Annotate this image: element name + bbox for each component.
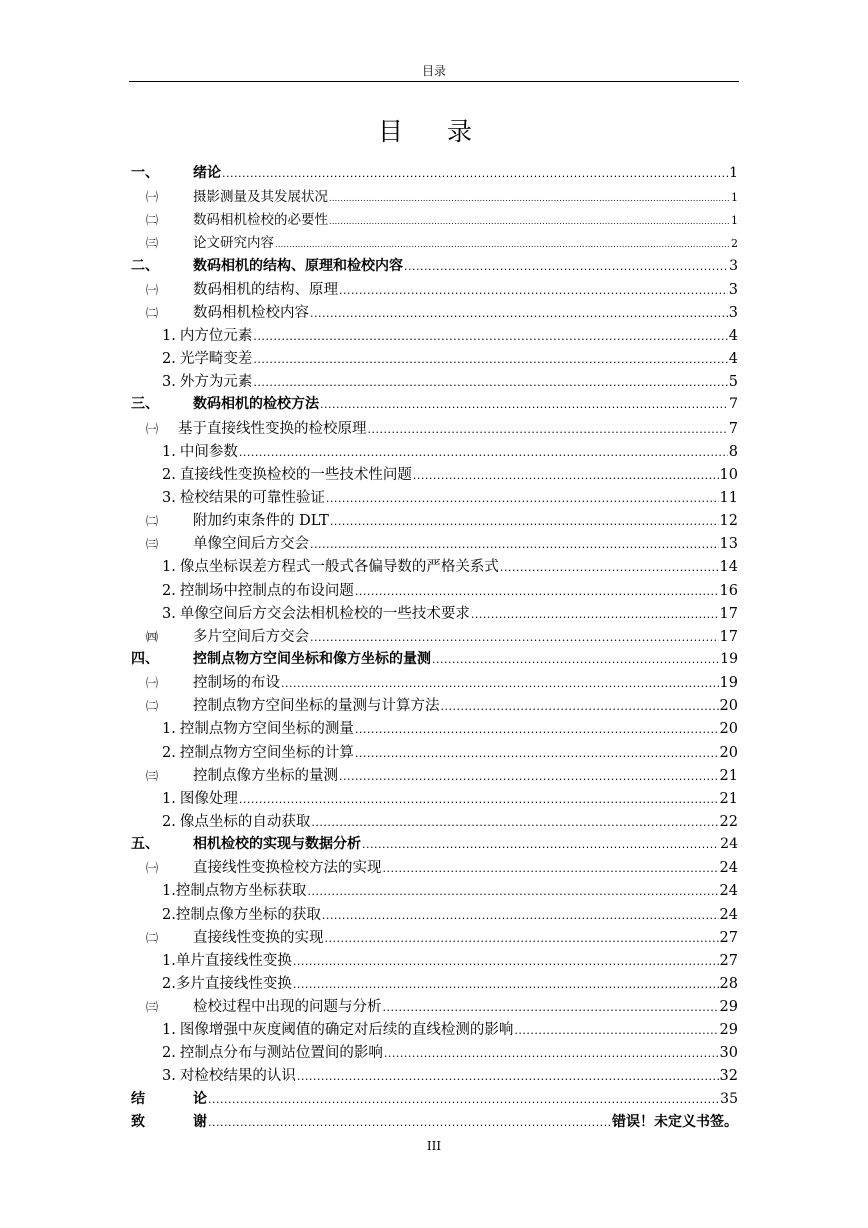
toc-entry-number: 3.	[162, 1068, 176, 1085]
toc-entry-page: 20	[719, 698, 738, 715]
toc-dot-leader	[322, 909, 719, 922]
toc-dot-leader	[413, 469, 719, 482]
toc-entry[interactable]	[131, 949, 738, 972]
toc-entry-number: 1.	[162, 443, 176, 460]
toc-entry-page: 3	[728, 304, 738, 321]
toc-entry-number: 一、	[131, 165, 159, 181]
toc-dot-leader	[339, 284, 728, 297]
toc-entry-number: 1.	[162, 559, 176, 576]
toc-entry[interactable]	[131, 787, 738, 810]
toc-entry-number: ㈠	[146, 421, 159, 436]
toc-entry-number: ㈠	[146, 861, 159, 876]
toc-entry-title: 论文研究内容	[193, 235, 274, 252]
toc-entry[interactable]	[131, 694, 738, 717]
toc-entry[interactable]	[131, 972, 738, 995]
toc-entry-title: 数码相机的结构、原理和检校内容	[193, 257, 403, 274]
toc-dot-leader	[384, 1047, 719, 1060]
toc-entry-number: 1.	[162, 790, 176, 807]
toc-entry-page: 12	[719, 513, 738, 530]
toc-entry-title: 控制点分布与测站位置间的影响	[179, 1045, 383, 1062]
toc-entry-title: 像点坐标误差方程式一般式各偏导数的严格关系式	[179, 559, 499, 576]
toc-entry[interactable]	[131, 393, 738, 416]
toc-entry-title: 数码相机的结构、原理	[193, 281, 338, 298]
toc-entry[interactable]	[131, 833, 738, 856]
toc-dot-leader	[355, 723, 719, 736]
toc-entry-page: 7	[728, 420, 738, 437]
toc-entry-number: 2.	[162, 351, 176, 368]
toc-entry-title: 直接线性变换检校方法的实现	[193, 860, 382, 877]
toc-entry-page: 35	[720, 1090, 738, 1107]
toc-entry-page: 错误！未定义书签。	[612, 1113, 738, 1130]
toc-entry-page: 30	[719, 1045, 738, 1062]
toc-entry-page: 4	[728, 327, 738, 344]
toc-entry-number: 1.	[162, 721, 176, 738]
toc-entry-title: 相机检校的实现与数据分析	[193, 836, 361, 853]
toc-entry[interactable]	[131, 671, 738, 694]
toc-entry-page: 8	[728, 443, 738, 460]
toc-entry-title: 论	[193, 1090, 207, 1107]
toc-entry-title: 基于直接线性变换的检校原理	[178, 420, 367, 437]
toc-entry-page: 21	[719, 790, 738, 807]
toc-dot-leader	[441, 700, 719, 713]
toc-entry[interactable]	[131, 509, 738, 532]
toc-entry-page: 1	[731, 191, 738, 205]
toc-entry-page: 24	[719, 860, 738, 877]
toc-entry-page: 20	[719, 744, 738, 761]
toc-entry-number: ㈠	[146, 190, 159, 205]
toc-entry[interactable]	[131, 926, 738, 949]
toc-entry-number: 2.	[162, 744, 176, 761]
toc-entry-number: 五、	[131, 836, 159, 853]
toc-dot-leader	[514, 1024, 718, 1037]
toc-entry[interactable]	[131, 347, 738, 370]
toc-entry-title: 数码相机检校的必要性	[193, 212, 328, 229]
toc-entry-number: 2.	[162, 1045, 176, 1062]
toc-entry-number: 2.	[162, 582, 176, 599]
toc-dot-leader	[383, 862, 719, 875]
toc-dot-leader	[355, 585, 719, 598]
toc-dot-leader	[297, 1070, 719, 1083]
header-rule	[129, 81, 739, 82]
toc-entry[interactable]	[131, 486, 738, 509]
toc-entry-title: 内方位元素	[179, 327, 253, 344]
toc-entry-number: 三、	[131, 396, 159, 413]
toc-entry-number: ㈢	[146, 537, 159, 552]
toc-entry-page: 5	[728, 374, 738, 391]
toc-entry-page: 4	[728, 351, 738, 368]
toc-entry[interactable]	[131, 810, 738, 833]
toc-entry-title: 数码相机检校内容	[193, 304, 309, 321]
toc-entry-title: 像点坐标的自动获取	[179, 813, 311, 830]
toc-entry-page: 32	[719, 1068, 738, 1085]
toc-dot-leader	[275, 240, 730, 249]
toc-entry-title: 图像处理	[179, 790, 238, 807]
toc-entry-title: 多片空间后方交会	[193, 628, 309, 645]
running-header: 目录	[421, 64, 446, 78]
toc-entry[interactable]	[131, 995, 738, 1018]
toc-entry-title: 控制点物方空间坐标的测量	[179, 721, 354, 738]
toc-dot-leader	[239, 793, 719, 806]
toc-entry[interactable]	[131, 185, 738, 208]
toc-dot-leader	[404, 260, 728, 273]
toc-dot-leader	[325, 932, 719, 945]
toc-entry-page: 28	[719, 975, 738, 992]
toc-entry-number: ㈢	[146, 236, 159, 251]
toc-entry[interactable]	[131, 162, 738, 185]
toc-entry-number: ㈠	[146, 282, 159, 297]
toc-entry-page: 24	[720, 836, 738, 853]
toc-entry[interactable]	[131, 856, 738, 879]
toc-entry[interactable]	[131, 764, 738, 787]
toc-entry-number: 2.	[162, 466, 176, 483]
toc-entry-page: 24	[719, 906, 738, 923]
toc-entry[interactable]	[131, 625, 738, 648]
toc-entry-number: 结	[131, 1090, 145, 1107]
toc-entry[interactable]	[131, 1041, 738, 1064]
toc-entry-page: 10	[719, 466, 738, 483]
toc-entry-page: 1	[729, 165, 738, 181]
toc-entry-title: 直接线性变换的实现	[193, 929, 324, 946]
toc-entry-title: 单像空间后方交会法相机检校的一些技术要求	[179, 605, 470, 622]
toc-entry-page: 27	[719, 929, 738, 946]
toc-entry-title: 控制场中控制点的布设问题	[179, 582, 354, 599]
toc-dot-leader	[329, 217, 730, 226]
toc-entry[interactable]	[131, 417, 738, 440]
toc-dot-leader	[310, 538, 719, 551]
toc-entry-page: 22	[719, 813, 738, 830]
toc-entry-title: 中间参数	[179, 443, 238, 460]
toc-entry[interactable]	[131, 879, 738, 902]
toc-entry-number: ㈡	[146, 930, 159, 945]
toc-entry-number: 3.	[162, 605, 176, 622]
toc-entry-page: 19	[720, 650, 738, 667]
toc-entry-title: 控制点物方空间坐标的计算	[179, 744, 354, 761]
toc-entry[interactable]	[131, 370, 738, 393]
toc-entry-title: 控制点物方坐标获取	[175, 883, 307, 900]
toc-entry-title: 绪论	[193, 165, 221, 181]
toc-dot-leader	[253, 330, 727, 343]
toc-entry-title: 控制场的布设	[193, 675, 280, 692]
toc-entry[interactable]	[131, 717, 738, 740]
toc-dot-leader	[362, 838, 719, 851]
toc-entry-title: 谢	[193, 1113, 207, 1130]
toc-entry-page: 11	[719, 489, 738, 506]
toc-entry[interactable]	[131, 602, 738, 625]
toc-entry-page: 14	[719, 559, 738, 576]
toc-entry-page: 7	[729, 396, 738, 413]
toc-dot-leader	[239, 446, 728, 459]
toc-dot-leader	[253, 353, 727, 366]
toc-dot-leader	[329, 194, 730, 203]
toc-entry-number: 1.	[162, 952, 176, 969]
toc-entry-number: ㈡	[146, 213, 159, 228]
toc-dot-leader	[293, 955, 719, 968]
toc-entry[interactable]	[131, 301, 738, 324]
toc-entry-title: 控制点物方空间坐标和像方坐标的量测	[193, 650, 431, 667]
toc-entry-page: 2	[731, 237, 738, 251]
toc-entry-number: 1.	[162, 1022, 176, 1039]
toc-dot-leader	[253, 376, 727, 389]
toc-entry-number: 二、	[131, 257, 159, 274]
toc-entry-number: ㈡	[146, 514, 159, 529]
toc-entry-number: 1.	[162, 883, 176, 900]
toc-entry-page: 20	[719, 721, 738, 738]
toc-entry-page: 29	[719, 1022, 738, 1039]
toc-dot-leader	[293, 978, 719, 991]
toc-entry[interactable]	[131, 324, 738, 347]
toc-dot-leader	[500, 561, 719, 574]
toc-entry-page: 3	[729, 257, 738, 274]
toc-entry-number: ㈠	[146, 676, 159, 691]
toc-entry-page: 17	[719, 605, 738, 622]
toc-entry-number: ㈣	[146, 629, 159, 644]
toc-entry-page: 29	[719, 999, 738, 1016]
toc-entry[interactable]	[131, 278, 738, 301]
toc-entry-page: 1	[731, 214, 738, 228]
toc-dot-leader	[208, 1093, 719, 1106]
table-of-contents	[131, 162, 738, 1134]
toc-entry[interactable]	[131, 463, 738, 486]
toc-dot-leader	[222, 167, 728, 180]
page-title: 目 录	[378, 117, 490, 146]
toc-entry-number: 2.	[162, 906, 176, 923]
toc-dot-leader	[307, 885, 718, 898]
toc-entry-title: 检校结果的可靠性验证	[179, 489, 325, 506]
toc-dot-leader	[339, 770, 719, 783]
toc-entry-title: 附加约束条件的 DLT	[193, 513, 329, 530]
toc-dot-leader	[330, 515, 719, 528]
toc-entry-title: 控制点像方坐标的获取	[175, 906, 321, 923]
toc-entry[interactable]	[131, 579, 738, 602]
toc-entry-page: 19	[719, 675, 738, 692]
toc-entry-number: ㈡	[146, 305, 159, 320]
toc-entry[interactable]	[131, 231, 738, 254]
toc-entry-title: 控制点物方空间坐标的量测与计算方法	[193, 698, 440, 715]
toc-entry[interactable]	[131, 903, 738, 926]
toc-entry-page: 16	[719, 582, 738, 599]
toc-entry-number: 四、	[131, 650, 159, 667]
toc-dot-leader	[471, 608, 719, 621]
toc-entry-page: 24	[719, 883, 738, 900]
toc-entry-title: 数码相机的检校方法	[193, 396, 319, 413]
toc-entry[interactable]	[131, 1064, 738, 1087]
toc-dot-leader	[383, 1001, 719, 1014]
toc-entry-number: 2.	[162, 975, 176, 992]
toc-entry-number: ㈢	[146, 768, 159, 783]
toc-entry-page: 17	[719, 628, 738, 645]
toc-entry-page: 27	[719, 952, 738, 969]
toc-entry[interactable]	[131, 1018, 738, 1041]
toc-dot-leader	[432, 653, 719, 666]
toc-dot-leader	[208, 1116, 611, 1129]
toc-entry-number: ㈢	[146, 1000, 159, 1015]
toc-entry-number: ㈡	[146, 699, 159, 714]
toc-entry-title: 检校过程中出现的问题与分析	[193, 999, 382, 1016]
toc-dot-leader	[320, 398, 728, 411]
toc-entry-title: 单片直接线性变换	[175, 952, 292, 969]
toc-entry-title: 外方为元素	[179, 374, 253, 391]
page-number: III	[426, 1139, 442, 1153]
toc-entry[interactable]	[131, 1111, 738, 1134]
toc-entry-number: 2.	[162, 813, 176, 830]
toc-dot-leader	[355, 747, 719, 760]
toc-entry-title: 多片直接线性变换	[175, 975, 292, 992]
toc-dot-leader	[311, 816, 718, 829]
toc-entry-page: 21	[719, 767, 738, 784]
toc-entry[interactable]	[131, 555, 738, 578]
toc-dot-leader	[368, 423, 728, 436]
toc-entry[interactable]	[131, 648, 738, 671]
toc-dot-leader	[326, 492, 719, 505]
toc-entry-page: 3	[728, 281, 738, 298]
toc-entry-title: 对检校结果的认识	[179, 1068, 296, 1085]
toc-dot-leader	[281, 677, 719, 690]
toc-entry-title: 控制点像方坐标的量测	[193, 767, 338, 784]
toc-entry-title: 直接线性变换检校的一些技术性问题	[179, 466, 412, 483]
toc-entry-title: 单像空间后方交会	[193, 536, 309, 553]
toc-dot-leader	[310, 631, 719, 644]
toc-entry-title: 光学畸变差	[179, 351, 253, 368]
toc-entry-number: 3.	[162, 489, 176, 506]
toc-entry-number: 1.	[162, 327, 176, 344]
toc-entry-title: 图像增强中灰度阈值的确定对后续的直线检测的影响	[179, 1022, 514, 1039]
toc-dot-leader	[310, 307, 728, 320]
toc-entry[interactable]	[131, 440, 738, 463]
toc-entry-title: 摄影测量及其发展状况	[193, 189, 328, 206]
toc-entry[interactable]	[131, 255, 738, 278]
toc-entry[interactable]	[131, 532, 738, 555]
toc-entry-number: 3.	[162, 374, 176, 391]
toc-entry-number: 致	[131, 1113, 145, 1130]
toc-entry-page: 13	[719, 536, 738, 553]
toc-entry[interactable]	[131, 741, 738, 764]
toc-entry[interactable]	[131, 1088, 738, 1111]
toc-entry[interactable]	[131, 208, 738, 231]
